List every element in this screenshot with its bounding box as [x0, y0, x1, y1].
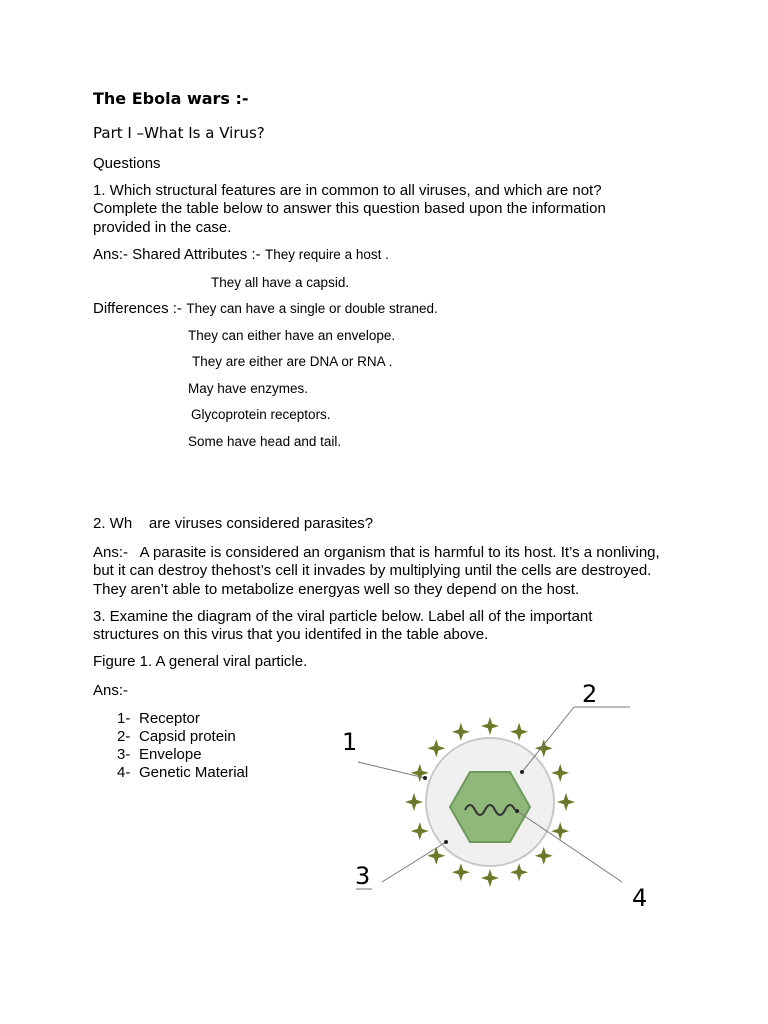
shared-attribute-item: They all have a capsid. [211, 275, 350, 290]
question-1-line: Complete the table below to answer this question based upon the information [93, 200, 606, 218]
question-1 [93, 182, 693, 237]
shared-attributes-prefix: Ans:- Shared Attributes :- [93, 246, 261, 263]
diagram-label-1: 1 [342, 728, 358, 756]
receptor-spike [510, 723, 528, 741]
receptor-spike [427, 739, 445, 757]
list-item [117, 746, 248, 764]
answer-2 [93, 544, 693, 599]
difference-item: Some have head and tail. [188, 434, 342, 449]
receptor-spike [535, 847, 553, 865]
questions-heading: Questions [93, 155, 161, 172]
list-item-label: Envelope [139, 746, 202, 763]
answer-2-line: They aren’t able to metabolize energyas well so they depend on the host. [93, 580, 580, 598]
list-item-label: Receptor [139, 710, 200, 727]
leader-line-2 [522, 707, 574, 772]
leader-dot-1 [423, 776, 427, 780]
difference-item: May have enzymes. [188, 381, 309, 396]
receptor-spike [481, 869, 499, 887]
question-3 [93, 608, 693, 645]
list-item-number: 4- [117, 764, 131, 781]
receptor-spike [427, 847, 445, 865]
receptor-spike [551, 822, 569, 840]
receptor-spike [557, 793, 575, 811]
figure-caption: Figure 1. A general viral particle. [93, 653, 308, 670]
list-item [117, 710, 248, 728]
receptor-spike [510, 863, 528, 881]
question-1-line: 1. Which structural features are in common to all viruses, and which are not? [93, 182, 602, 199]
receptor-spike [452, 723, 470, 741]
list-item [117, 728, 248, 746]
receptor-spike [535, 739, 553, 757]
question-1-line: provided in the case. [93, 218, 232, 236]
question-3-line: structures on this virus that you identifed in the table above. [93, 626, 489, 644]
question-3-line: 3. Examine the diagram of the viral particle below. Label all of the important [93, 608, 593, 625]
receptor-spike [452, 863, 470, 881]
answer-3-prefix: Ans:- [93, 682, 129, 699]
list-item-label: Capsid protein [139, 728, 236, 745]
diagram-label-2: 2 [582, 680, 598, 708]
receptor-spike [405, 793, 423, 811]
shared-attributes [93, 246, 389, 264]
leader-line-1 [358, 762, 425, 778]
answer-2-line: Ans:- A parasite is considered an organism that is harmful to its host. It’s a nonliving, [93, 544, 660, 561]
answer-3-list [117, 710, 248, 782]
list-item-number: 1- [117, 710, 131, 727]
difference-item: They are either are DNA or RNA . [192, 354, 393, 369]
list-item-number: 3- [117, 746, 131, 763]
leader-dot-4 [515, 809, 519, 813]
list-item-label: Genetic Material [139, 764, 249, 781]
receptor-spike [481, 717, 499, 735]
list-item-number: 2- [117, 728, 131, 745]
differences-prefix: Differences :- [93, 300, 182, 317]
leader-dot-2 [520, 770, 524, 774]
question-2: 2. Wh are viruses considered parasites? [93, 515, 374, 532]
answer-2-line: but it can destroy thehost’s cell it invades by multiplying until the cells are destroyed. [93, 562, 652, 580]
receptor-spike [551, 764, 569, 782]
list-item [117, 764, 248, 782]
diagram-label-3: 3 [355, 862, 371, 890]
difference-item: They can either have an envelope. [188, 328, 396, 343]
differences [93, 300, 438, 318]
diagram-label-4: 4 [632, 884, 648, 912]
difference-item: They can have a single or double straned. [186, 301, 438, 316]
receptor-spike [411, 822, 429, 840]
shared-attribute-item: They require a host . [265, 247, 389, 262]
difference-item: Glycoprotein receptors. [191, 407, 331, 422]
leader-dot-3 [444, 840, 448, 844]
document-title: The Ebola wars :- [93, 89, 249, 108]
part-heading: Part I –What Is a Virus? [93, 124, 265, 142]
viral-particle-diagram [330, 670, 670, 920]
